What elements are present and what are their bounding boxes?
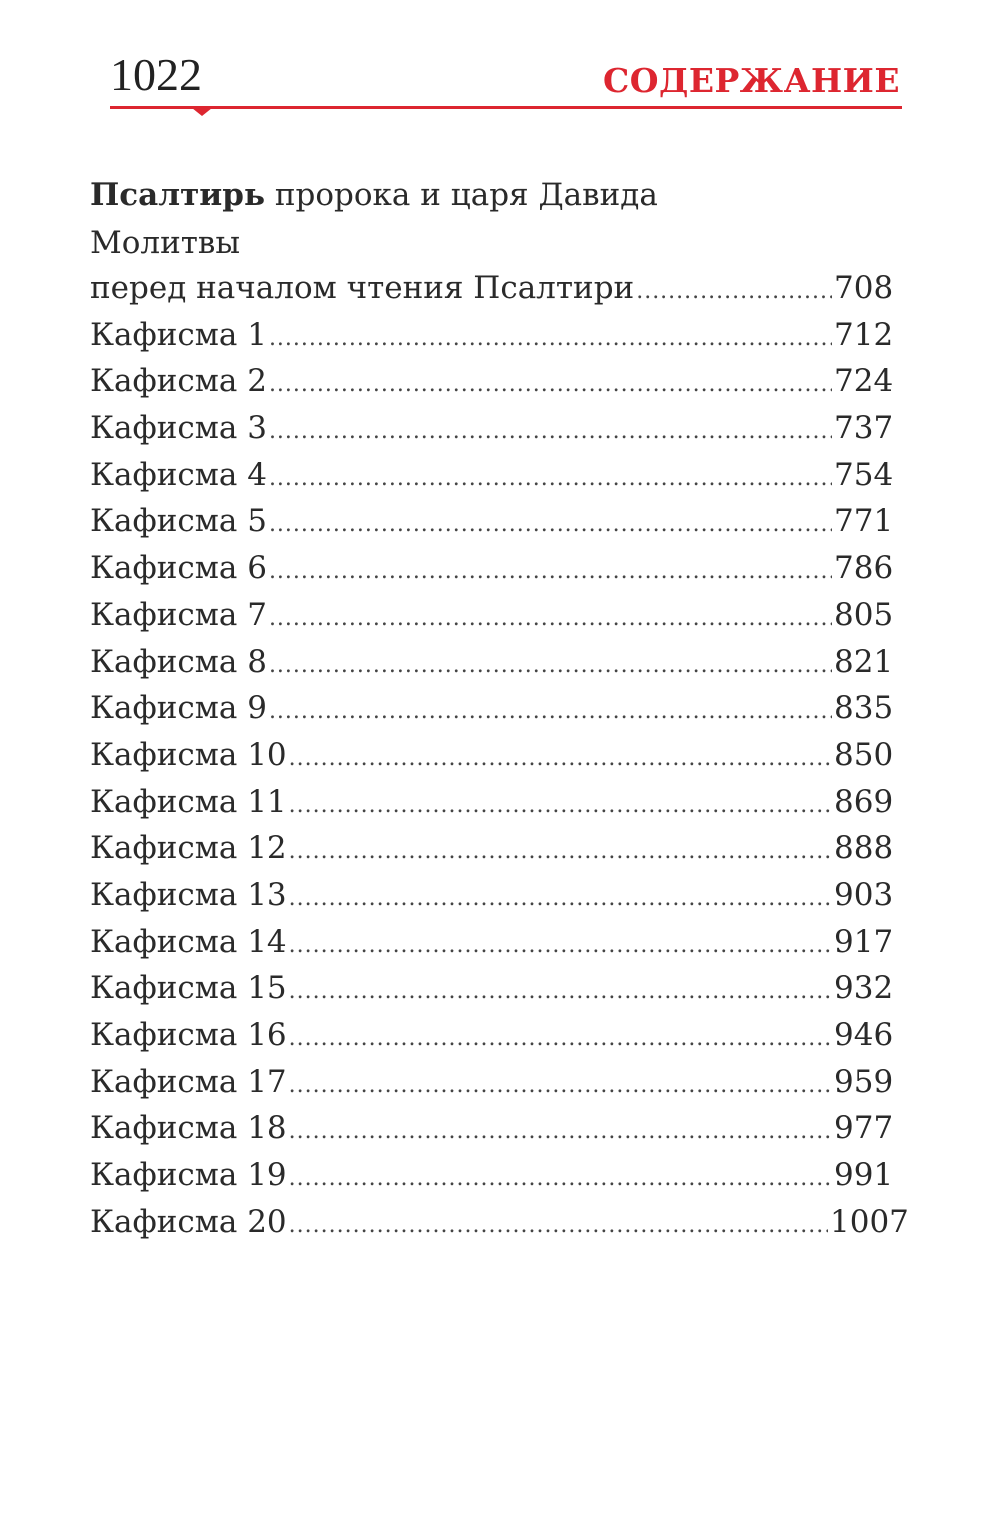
toc-entry-label: Кафисма 1 xyxy=(90,316,267,353)
toc-entry-label: Кафисма 14 xyxy=(90,923,287,960)
section-title-rest: пророка и царя Давида xyxy=(265,177,658,213)
running-head: СОДЕРЖАНИЕ xyxy=(602,61,900,100)
toc-entry-page: 850 xyxy=(834,736,894,773)
toc-entry-page: 903 xyxy=(834,876,894,913)
toc-leader-dots xyxy=(289,783,832,830)
toc-leader-dots xyxy=(289,1203,828,1250)
toc-leader-dots xyxy=(269,689,832,736)
toc-leader-dots xyxy=(269,502,832,549)
toc-list xyxy=(90,265,910,1245)
toc-entry-page: 821 xyxy=(834,643,894,680)
toc-entry-page: 1007 xyxy=(830,1203,909,1240)
toc-leader-dots xyxy=(269,643,832,690)
section-title xyxy=(90,172,658,218)
toc-entry-label: Кафисма 4 xyxy=(90,456,267,493)
toc-entry[interactable] xyxy=(90,779,910,826)
toc-entry-page: 869 xyxy=(834,783,894,820)
toc-entry[interactable] xyxy=(90,358,910,405)
toc-entry-page: 712 xyxy=(834,316,894,353)
toc-entry-label: перед началом чтения Псалтири xyxy=(90,270,635,306)
toc-entry-label: Кафисма 11 xyxy=(90,783,287,820)
header-rule-notch xyxy=(192,108,212,116)
toc-entry-label: Кафисма 9 xyxy=(90,690,267,727)
toc-leader-dots xyxy=(289,829,832,876)
toc-entry[interactable] xyxy=(90,265,910,312)
toc-entry-page: 932 xyxy=(834,970,894,1007)
toc-leader-dots xyxy=(289,736,832,783)
toc-entry[interactable] xyxy=(90,965,910,1012)
toc-entry[interactable] xyxy=(90,1059,910,1106)
toc-entry[interactable] xyxy=(90,872,910,919)
toc-entry-page: 917 xyxy=(834,923,894,960)
toc-entry-page: 805 xyxy=(834,596,894,633)
toc-entry-page: 946 xyxy=(834,1017,894,1053)
toc-entry[interactable] xyxy=(90,1199,910,1246)
toc-entry[interactable] xyxy=(90,498,910,545)
toc-entry-label: Кафисма 10 xyxy=(90,736,287,773)
toc-entry[interactable] xyxy=(90,1152,910,1199)
toc-entry-page: 737 xyxy=(834,410,894,447)
toc-leader-dots xyxy=(289,923,832,970)
toc-entry-page: 959 xyxy=(834,1063,894,1100)
subsection-title: Молитвы xyxy=(90,225,241,261)
toc-entry[interactable] xyxy=(90,639,910,686)
toc-entry-page: 708 xyxy=(834,270,894,306)
toc-entry-label: Кафисма 7 xyxy=(90,596,267,633)
toc-entry-page: 771 xyxy=(834,503,894,540)
toc-leader-dots xyxy=(269,549,832,596)
toc-leader-dots xyxy=(289,969,832,1016)
toc-entry[interactable] xyxy=(90,452,910,499)
toc-entry-label: Кафисма 18 xyxy=(90,1110,287,1147)
toc-entry[interactable] xyxy=(90,1105,910,1152)
page-number: 1022 xyxy=(110,49,202,100)
toc-leader-dots xyxy=(269,596,832,643)
toc-entry-label: Кафисма 12 xyxy=(90,830,287,867)
toc-entry-label: Кафисма 16 xyxy=(90,1017,287,1053)
toc-entry[interactable] xyxy=(90,1012,910,1059)
toc-entry-label: Кафисма 13 xyxy=(90,876,287,913)
toc-entry-label: Кафисма 17 xyxy=(90,1063,287,1100)
toc-entry-label: Кафисма 8 xyxy=(90,643,267,680)
toc-entry[interactable] xyxy=(90,545,910,592)
toc-leader-dots xyxy=(289,1016,832,1063)
toc-entry-label: Кафисма 19 xyxy=(90,1157,287,1194)
toc-entry[interactable] xyxy=(90,732,910,779)
toc-leader-dots xyxy=(269,362,832,409)
toc-entry-label: Кафисма 6 xyxy=(90,550,267,587)
toc-leader-dots xyxy=(636,269,832,316)
toc-entry-page: 835 xyxy=(834,690,894,727)
toc-entry-label: Кафисма 15 xyxy=(90,970,287,1007)
toc-leader-dots xyxy=(269,409,832,456)
toc-leader-dots xyxy=(269,456,832,503)
toc-leader-dots xyxy=(289,1156,832,1203)
toc-entry[interactable] xyxy=(90,685,910,732)
toc-entry-page: 724 xyxy=(834,363,894,400)
toc-entry[interactable] xyxy=(90,919,910,966)
toc-entry-page: 991 xyxy=(834,1157,894,1194)
header-rule xyxy=(110,106,902,109)
toc-entry[interactable] xyxy=(90,825,910,872)
toc-entry-label: Кафисма 2 xyxy=(90,363,267,400)
toc-entry-label: Кафисма 20 xyxy=(90,1203,287,1240)
toc-entry-page: 888 xyxy=(834,830,894,867)
section-title-bold: Псалтирь xyxy=(90,177,266,213)
toc-leader-dots xyxy=(269,316,832,363)
toc-entry-page: 754 xyxy=(834,456,894,493)
toc-entry-page: 786 xyxy=(834,550,894,587)
toc-leader-dots xyxy=(289,876,832,923)
toc-leader-dots xyxy=(289,1109,832,1156)
toc-entry-label: Кафисма 3 xyxy=(90,410,267,447)
toc-entry[interactable] xyxy=(90,312,910,359)
toc-entry-label: Кафисма 5 xyxy=(90,503,267,540)
toc-leader-dots xyxy=(289,1063,832,1110)
toc-entry[interactable] xyxy=(90,592,910,639)
toc-entry[interactable] xyxy=(90,405,910,452)
toc-entry-page: 977 xyxy=(834,1110,894,1147)
